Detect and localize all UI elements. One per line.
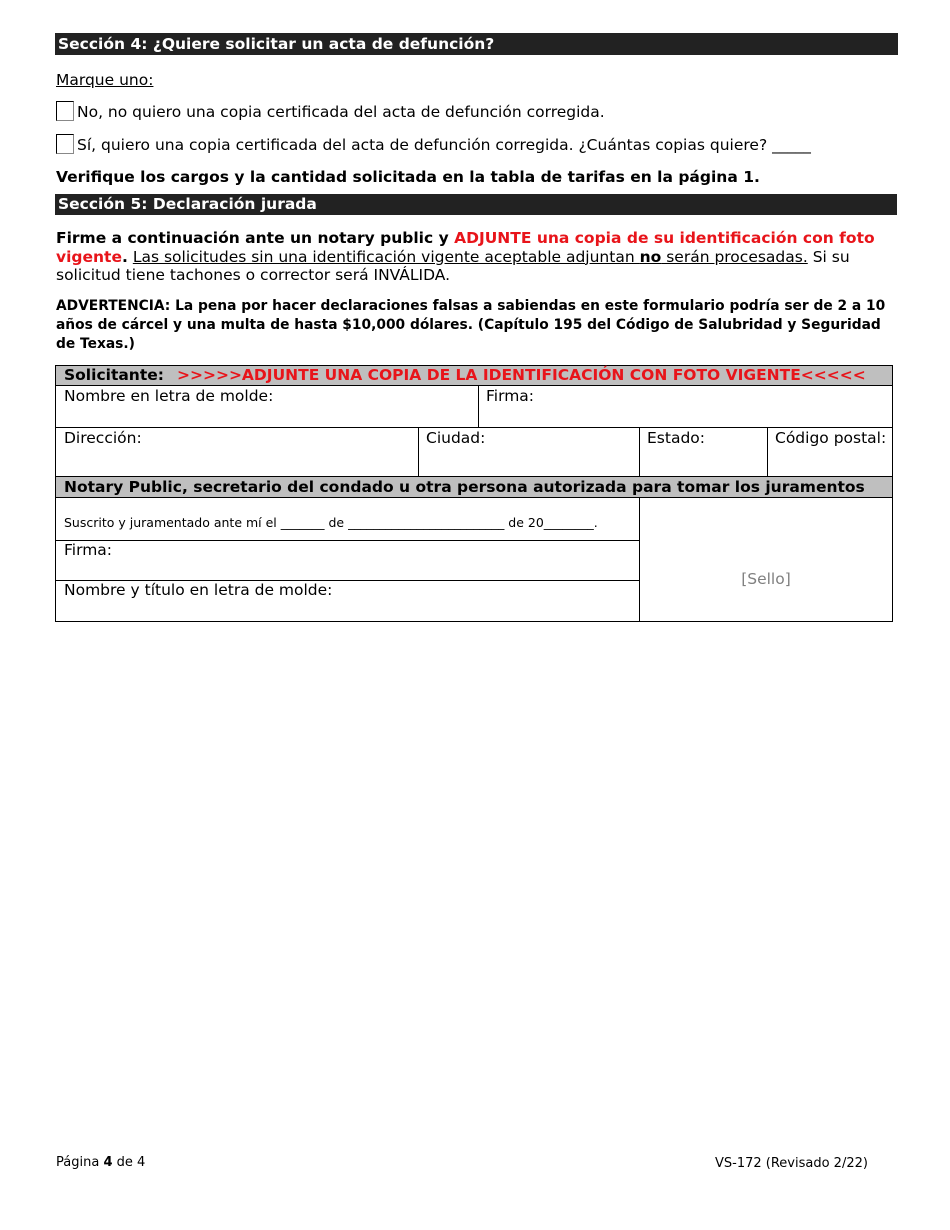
- sign-period: .: [121, 247, 128, 266]
- sign-lead-text: Firme a continuación ante un notary public y: [56, 229, 455, 247]
- applicant-signature-label: Firma:: [486, 387, 535, 405]
- applicant-city-field[interactable]: [419, 428, 639, 475]
- no-id-bold: no: [639, 247, 662, 266]
- no-id-text-1: Las solicitudes sin una identificación vigente aceptable adjuntan: [132, 247, 640, 266]
- notary-header: [56, 476, 892, 498]
- applicant-name-label: Nombre en letra de molde:: [64, 387, 274, 405]
- seal-placeholder: [Sello]: [741, 570, 791, 588]
- applicant-zip-field[interactable]: [768, 428, 892, 475]
- notary-signature-field[interactable]: [56, 541, 639, 580]
- applicant-signature-field[interactable]: [479, 386, 892, 427]
- sign-instructions: [56, 229, 896, 285]
- no-id-text-2: serán procesadas.: [661, 247, 808, 266]
- attach-id-alert: ADJUNTE una copia de su identificación con foto vigente: [56, 229, 875, 266]
- affidavit-table: [55, 365, 893, 622]
- verify-fees-note: Verifique los cargos y la cantidad solicitada en la tabla de tarifas en la página 1.: [56, 168, 760, 186]
- applicant-name-field[interactable]: [56, 386, 478, 427]
- false-statement-warning: ADVERTENCIA: La pena por hacer declaraciones falsas a sabiendas en este formulario podría ser de 2 a 10 años de cárcel y una multa de hasta $10,000 dólares. (Capítulo 195 del Código de Salubridad y Seguridad de Texas.): [56, 298, 886, 352]
- page-current: 4: [103, 1155, 113, 1170]
- applicant-header: [56, 366, 892, 386]
- invalid-note: Si su solicitud tiene tachones o corrector será INVÁLIDA.: [56, 247, 850, 284]
- page-prefix: Página: [56, 1155, 104, 1170]
- sworn-statement: Suscrito y juramentado ante mí el _______ de _________________________ de 20________.: [64, 515, 598, 530]
- applicant-id-alert: >>>>>ADJUNTE UNA COPIA DE LA IDENTIFICACIÓN CON FOTO VIGENTE<<<<<: [177, 366, 866, 384]
- applicant-zip-label: Código postal:: [775, 429, 887, 447]
- notary-name-title-label: Nombre y título en letra de molde:: [64, 581, 333, 599]
- mark-one-instruction: Marque uno:: [56, 71, 154, 89]
- notary-signature-label: Firma:: [64, 541, 113, 559]
- section-4-title: Sección 4: ¿Quiere solicitar un acta de defunción?: [55, 33, 898, 55]
- notary-name-title-field[interactable]: [56, 581, 639, 621]
- page-suffix: de 4: [112, 1155, 146, 1170]
- applicant-state-label: Estado:: [647, 429, 705, 447]
- option-yes-label: Sí, quiero una copia certificada del acta de defunción corregida. ¿Cuántas copias quiere? _____: [77, 136, 811, 154]
- applicant-state-field[interactable]: [640, 428, 767, 475]
- notary-header-text: Notary Public, secretario del condado u otra persona autorizada para tomar los juramentos: [64, 478, 865, 496]
- applicant-header-label: Solicitante:: [64, 366, 164, 384]
- applicant-address-label: Dirección:: [64, 429, 142, 447]
- page-number: [56, 1155, 145, 1171]
- divider: [639, 498, 640, 621]
- option-no-checkbox[interactable]: [56, 101, 74, 121]
- option-yes-checkbox[interactable]: [56, 134, 74, 154]
- applicant-address-field[interactable]: [56, 428, 418, 475]
- applicant-city-label: Ciudad:: [426, 429, 486, 447]
- option-no-label: No, no quiero una copia certificada del acta de defunción corregida.: [77, 103, 605, 121]
- section-5-title: Sección 5: Declaración jurada: [55, 194, 897, 215]
- form-id: VS-172 (Revisado 2/22): [715, 1156, 868, 1171]
